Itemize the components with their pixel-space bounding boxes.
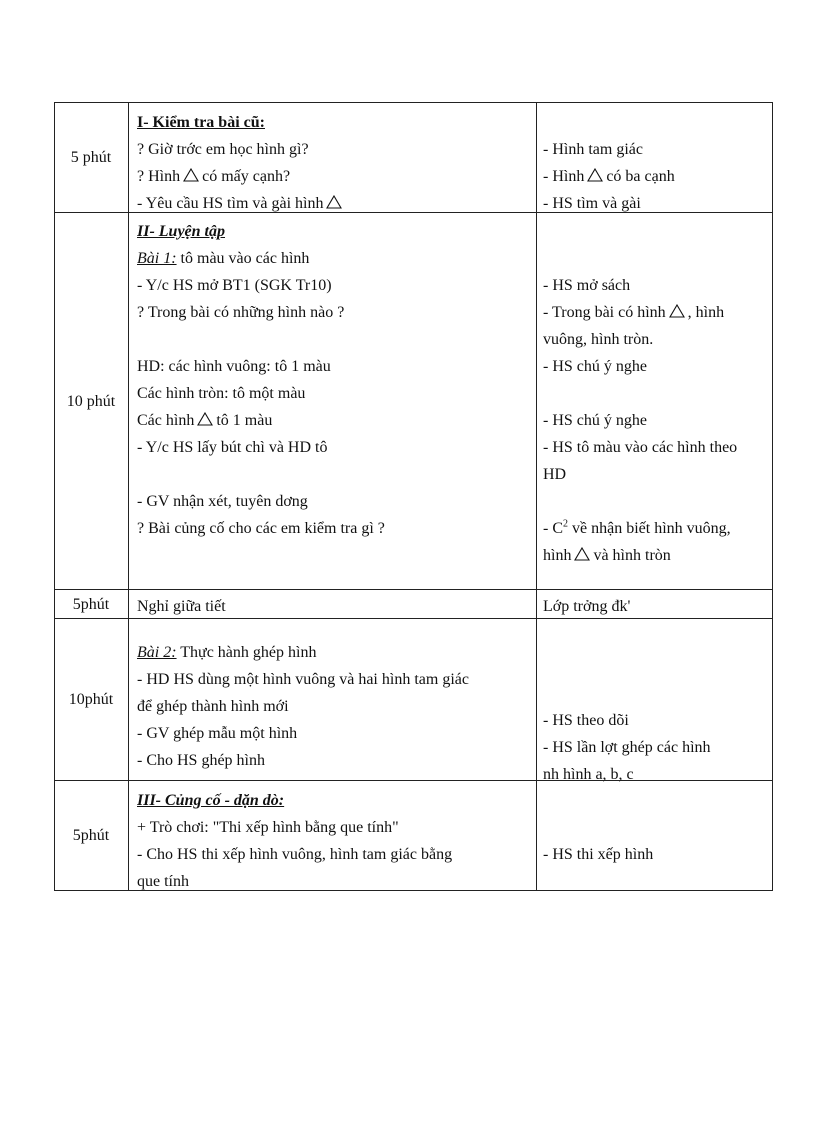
student-activity-cell	[543, 272, 771, 569]
student-line: - Hình có ba cạnh	[543, 168, 675, 185]
student-activity-cell	[543, 707, 771, 788]
time-cell: 5phút	[72, 826, 110, 844]
teacher-line: Nghỉ giữa tiết	[137, 598, 226, 615]
section-heading: I- Kiểm tra bài cũ:	[137, 114, 265, 131]
student-line: nh hình a, b, c	[543, 766, 634, 783]
student-line: hình và hình tròn	[543, 547, 671, 564]
student-line: - Trong bài có hình , hình	[543, 304, 725, 321]
section-heading: III- Củng cố - dặn dò:	[137, 792, 285, 809]
teacher-line: - Cho HS thi xếp hình vuông, hình tam giác bằng	[137, 846, 453, 863]
triangle-icon	[669, 304, 685, 318]
time-cell: 5 phút	[70, 149, 112, 166]
teacher-line: - Y/c HS lấy bút chì và HD tô	[137, 439, 328, 456]
student-line: - HS chú ý nghe	[543, 358, 647, 375]
time-cell: 10phút	[68, 691, 114, 708]
teacher-line: ? Giờ trớc em học hình gì?	[137, 141, 309, 158]
section-heading: II- Luyện tập	[137, 223, 225, 240]
student-activity-cell	[543, 841, 771, 868]
triangle-icon	[587, 168, 603, 182]
teacher-line: ? Hình có mấy cạnh?	[137, 168, 291, 185]
student-line: Lớp trởng đk'	[543, 598, 631, 615]
lesson-plan-table	[54, 102, 773, 890]
teacher-line: que tính	[137, 873, 189, 890]
teacher-activity-cell	[137, 639, 537, 774]
teacher-line: để ghép thành hình mới	[137, 698, 289, 715]
teacher-activity-cell	[137, 218, 537, 542]
teacher-line: - GV nhận xét, tuyên dơng	[137, 493, 308, 510]
teacher-line: - Y/c HS mở BT1 (SGK Tr10)	[137, 277, 332, 294]
teacher-line: ? Bài củng cố cho các em kiểm tra gì ?	[137, 520, 385, 537]
teacher-line: + Trò chơi: "Thi xếp hình bằng que tính"	[137, 819, 399, 836]
student-activity-cell	[543, 136, 771, 217]
teacher-line: - HD HS dùng một hình vuông và hai hình tam giác	[137, 671, 469, 688]
student-line: - HS theo dõi	[543, 712, 629, 729]
triangle-icon	[326, 195, 342, 209]
student-activity-cell	[543, 593, 771, 620]
table-row	[54, 212, 773, 590]
exercise-line: Bài 2: Thực hành ghép hình	[137, 644, 317, 661]
table-row	[54, 780, 773, 891]
teacher-line: - GV ghép mẫu một hình	[137, 725, 298, 742]
teacher-activity-cell	[137, 593, 537, 620]
teacher-line: ? Trong bài có những hình nào ?	[137, 304, 345, 321]
teacher-line: - Cho HS ghép hình	[137, 752, 265, 769]
triangle-icon	[197, 412, 213, 426]
student-line: - Hình tam giác	[543, 141, 643, 158]
triangle-icon	[183, 168, 199, 182]
table-row	[54, 102, 773, 213]
student-line: vuông, hình tròn.	[543, 331, 654, 348]
student-line: - HS tô màu vào các hình theo	[543, 439, 738, 456]
table-row	[54, 618, 773, 781]
triangle-icon	[574, 547, 590, 561]
student-line: - HS lần lợt ghép các hình	[543, 739, 711, 756]
teacher-line: - Yêu cầu HS tìm và gài hình	[137, 190, 537, 217]
time-cell: 10 phút	[66, 392, 116, 410]
table-row	[54, 589, 773, 619]
teacher-line: HD: các hình vuông: tô 1 màu	[137, 358, 331, 375]
student-line: - HS chú ý nghe	[543, 412, 647, 429]
exercise-line: Bài 1: tô màu vào các hình	[137, 250, 310, 267]
student-line: HD	[543, 466, 567, 483]
time-cell: 5phút	[72, 595, 110, 613]
teacher-line: Các hình tô 1 màu	[137, 412, 273, 429]
student-line: - $C^2$ về nhận biết hình vuông,	[543, 518, 731, 537]
teacher-activity-cell	[137, 109, 537, 217]
student-line: - HS mở sách	[543, 277, 631, 294]
student-line: - HS thi xếp hình	[543, 846, 654, 863]
teacher-activity-cell	[137, 787, 537, 895]
teacher-line: Các hình tròn: tô một màu	[137, 385, 306, 402]
student-line: - HS tìm và gài	[543, 195, 641, 212]
